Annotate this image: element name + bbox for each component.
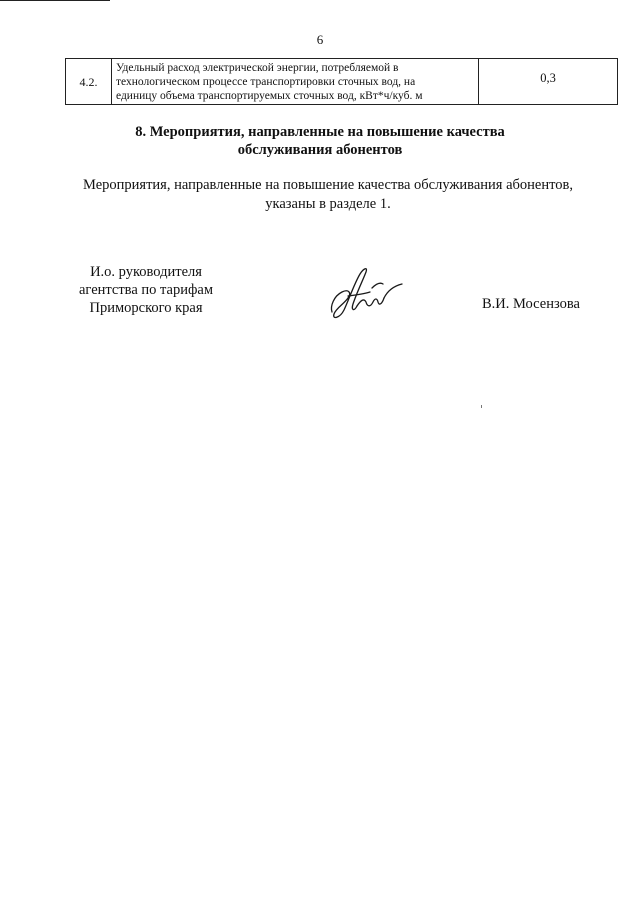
handwritten-signature — [326, 262, 408, 324]
table-row — [66, 59, 618, 105]
indicator-table — [65, 58, 618, 105]
signer-title — [60, 263, 232, 317]
body-line: указаны в разделе 1. — [265, 196, 391, 212]
signer-title-line: Приморского края — [89, 300, 203, 316]
signer-title-line: агентства по тарифам — [79, 282, 213, 298]
section-body — [0, 176, 640, 214]
description-line: Удельный расход электрической энергии, потребляемой в — [116, 62, 399, 74]
heading-line: 8. Мероприятия, направленные на повышение качества — [135, 124, 505, 140]
scan-speck — [481, 405, 482, 408]
row-description — [112, 59, 479, 105]
heading-line: обслуживания абонентов — [237, 142, 403, 158]
page-number: 6 — [316, 32, 324, 47]
signer-name: В.И. Мосензова — [482, 296, 580, 312]
body-line: Мероприятия, направленные на повышение качества обслуживания абонентов, — [83, 177, 573, 193]
description-line: единицу объема транспортируемых сточных вод, кВт*ч/куб. м — [116, 90, 423, 102]
row-value: 0,3 — [479, 59, 618, 105]
top-rule — [0, 0, 110, 1]
row-number: 4.2. — [66, 59, 112, 105]
description-line: технологическом процессе транспортировки сточных вод, на — [116, 76, 416, 88]
section-heading — [0, 123, 640, 159]
signer-title-line: И.о. руководителя — [90, 264, 202, 280]
